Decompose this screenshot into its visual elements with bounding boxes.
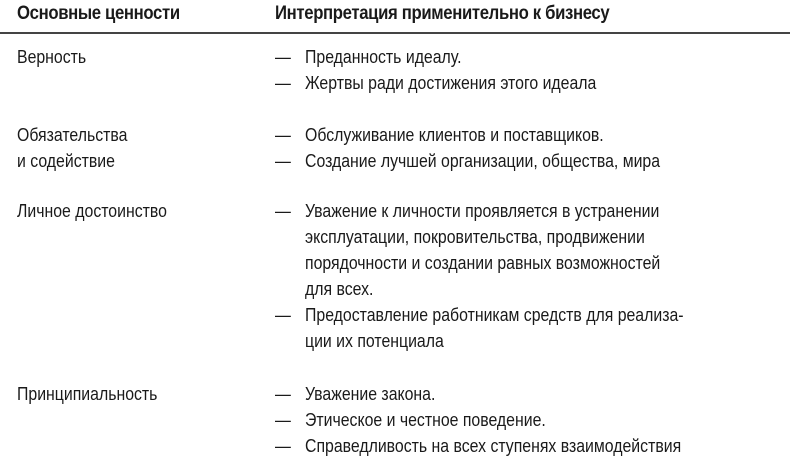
item-text: Создание лучшей организации, общества, мира <box>305 151 661 171</box>
interpretation-list <box>275 44 790 96</box>
interpretation-list <box>275 198 790 354</box>
item-text: Этическое и честное поведение. <box>305 410 546 430</box>
value-name <box>17 198 167 224</box>
value-name <box>17 122 127 174</box>
list-item <box>275 302 790 354</box>
dash-bullet: — <box>275 384 291 404</box>
header-business-interpretation: Интерпретация применительно к бизнесу <box>275 3 610 24</box>
value-name-line: и содействие <box>17 151 115 171</box>
item-text: Обслуживание клиентов и поставщиков. <box>305 125 604 145</box>
dash-bullet: — <box>275 73 291 93</box>
dash-bullet: — <box>275 47 291 67</box>
list-item <box>275 198 790 302</box>
list-item <box>275 148 790 174</box>
list-item <box>275 70 790 96</box>
item-text: эксплуатации, покровительства, продвижении <box>305 227 645 247</box>
list-item <box>275 407 790 433</box>
value-name-line: Принципиальность <box>17 384 158 404</box>
dash-bullet: — <box>275 410 291 430</box>
value-name-line: Личное достоинство <box>17 201 167 221</box>
item-text: для всех. <box>305 279 374 299</box>
value-name-line: Верность <box>17 47 87 67</box>
value-name-line: Обязательства <box>17 125 128 145</box>
dash-bullet: — <box>275 305 291 325</box>
value-name <box>17 381 157 407</box>
item-text: Жертвы ради достижения этого идеала <box>305 73 597 93</box>
table-header <box>0 0 790 34</box>
list-item <box>275 381 790 407</box>
item-text: ции их потенциала <box>305 331 444 351</box>
item-text: Предоставление работникам средств для реализа- <box>305 305 684 325</box>
dash-bullet: — <box>275 151 291 171</box>
item-text: порядочности и создании равных возможностей <box>305 253 661 273</box>
list-item <box>275 433 790 459</box>
dash-bullet: — <box>275 201 291 221</box>
dash-bullet: — <box>275 436 291 456</box>
item-text: Преданность идеалу. <box>305 47 462 67</box>
list-item <box>275 122 790 148</box>
interpretation-list <box>275 122 790 174</box>
item-text: Уважение закона. <box>305 384 436 404</box>
header-core-values: Основные ценности <box>17 3 180 24</box>
item-text: Справедливость на всех ступенях взаимодействия <box>305 436 682 456</box>
item-text: Уважение к личности проявляется в устранении <box>305 201 660 221</box>
value-name <box>17 44 86 70</box>
dash-bullet: — <box>275 125 291 145</box>
interpretation-list <box>275 381 790 459</box>
list-item <box>275 44 790 70</box>
